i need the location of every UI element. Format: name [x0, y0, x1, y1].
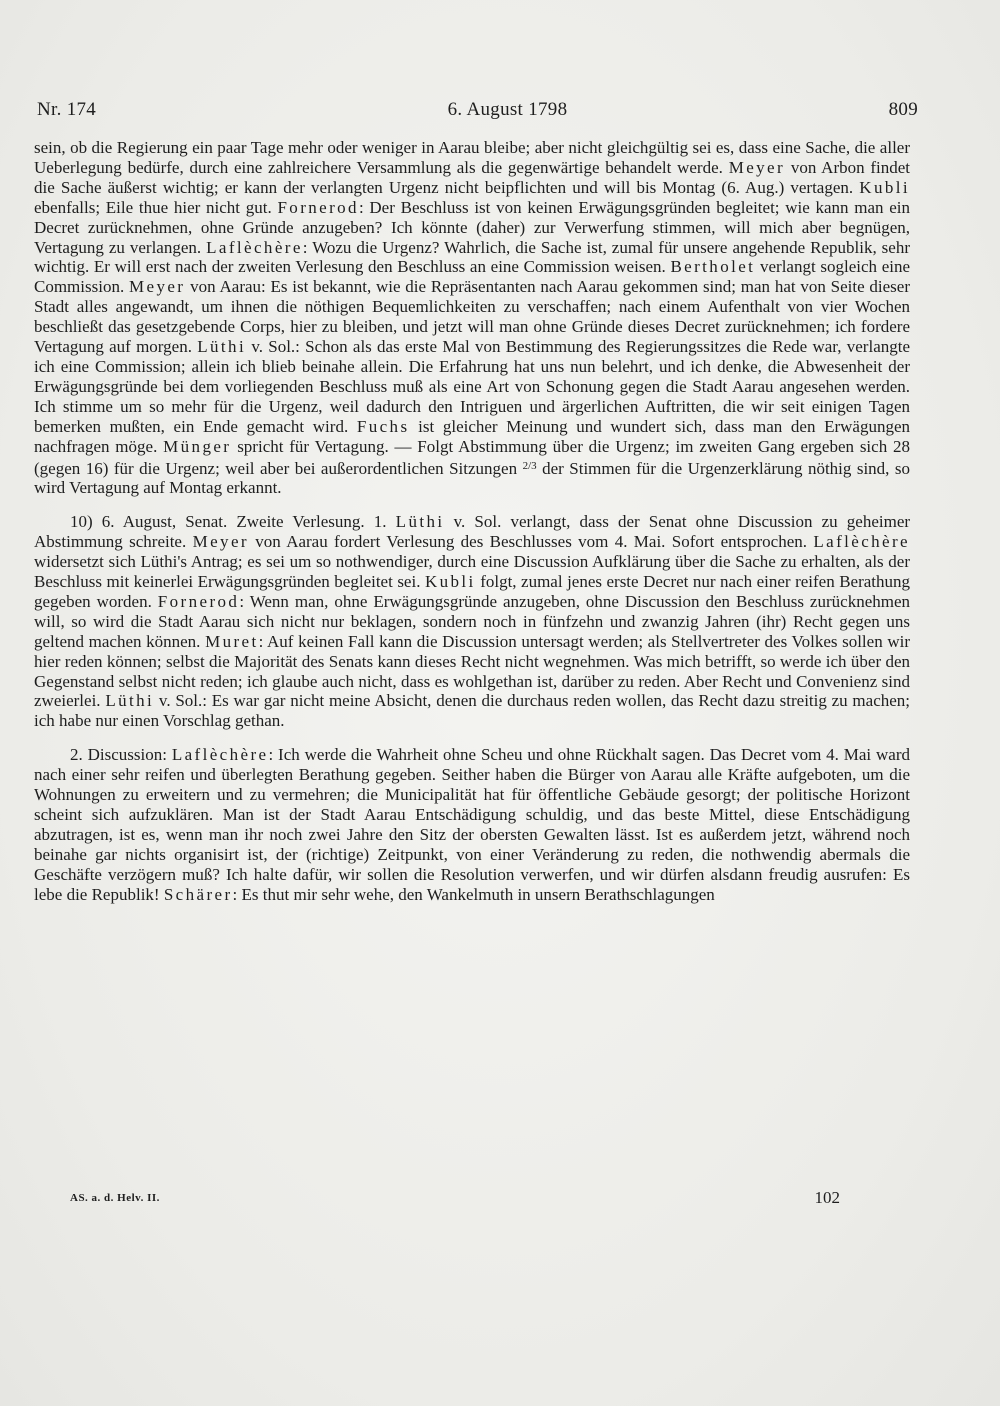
paragraph: sein, ob die Regierung ein paar Tage mehr oder weniger in Aarau bleibe; aber nicht gleichgültig sei es, dass eine Sache, die aller Ueberlegung bedürfe, durch eine zahlreichere Versammlung als die gegenwärtige behandelt werde. Meyer von Arbon findet die Sache äußerst wichtig; er kann der verlangten Urgenz nicht beipflichten und will bis Montag (6. Aug.) vertagen. Kubli ebenfalls; Eile thue hier nicht gut. Fornerod: Der Beschluss ist von keinen Erwägungsgründen begleitet; wie kann man ein Decret zurücknehmen, ohne Gründe anzugeben? Ich könnte (daher) zur Verwerfung stimmen, will mich aber begnügen, Vertagung zu verlangen. Laflèchère: Wozu die Urgenz? Wahrlich, die Sache ist, zumal für unsere angehende Republik, sehr wichtig. Er will erst nach der zweiten Verlesung den Beschluss an eine Commission weisen. Bertholet verlangt sogleich eine Commission. Meyer von Aarau: Es ist bekannt, wie die Repräsentanten nach Aarau gekommen sind; man hat von Seite dieser Stadt alles angewandt, um ihnen die nöthigen Bequemlichkeiten zu verschaffen; nach einem Aufenthalt von vier Wochen beschließt das gesetzgebende Corps, hier zu bleiben, und jetzt will man ohne Gründe dieses Decret zurücknehmen; ich fordere Vertagung auf morgen. Lüthi v. Sol.: Schon als das erste Mal von Bestimmung des Regierungssitzes die Rede war, verlangte ich eine Commission; allein ich blieb beinahe allein. Die Erfahrung hat uns nun belehrt, und ich denke, die Abwesenheit der Erwägungsgründe bei dem vorliegenden Beschluss muß als eine Art von Schonung gegen die Stadt Aarau angesehen werden. Ich stimme um so mehr für die Urgenz, weil dadurch den Intriguen und ärgerlichen Auftritten, die wir seit einigen Tagen bemerken mußten, ein Ende gemacht wird. Fuchs ist gleicher Meinung und wundert sich, dass man den Erwägungen nachfragen möge. Münger spricht für Vertagung. — Folgt Abstimmung über die Urgenz; im zweiten Gang ergeben sich 28 (gegen 16) für die Urgenz; weil aber bei außerordentlichen Sitzungen $^{2/3}$ der Stimmen für die Urgenzerklärung nöthig sind, so wird Vertagung auf Montag erkannt. — [34, 138, 911, 498]
sheet-number: 102 — [814, 1188, 840, 1207]
speaker-name: Lüthi — [197, 337, 247, 357]
speaker-name: Kubli — [424, 572, 476, 592]
speaker-name: Muret — [205, 631, 259, 651]
speaker-name: Kubli — [859, 177, 911, 197]
signature-mark: AS. a. d. Helv. II. — [70, 1192, 160, 1204]
speaker-name: Bertholet — [670, 257, 756, 277]
speaker-name: Lüthi — [105, 691, 155, 711]
speaker-name: Schärer — [163, 884, 233, 904]
speaker-name: Laflèchère — [206, 237, 303, 257]
speaker-name: Fuchs — [356, 416, 410, 436]
speaker-name: Fornerod — [277, 197, 359, 217]
header-date: 6. August 1798 — [447, 99, 568, 120]
speaker-name: Laflèchère — [171, 745, 269, 765]
document-number: Nr. 174 — [37, 99, 97, 120]
speaker-name: Münger — [163, 436, 232, 456]
paragraph: 10) 6. August, Senat. Zweite Verlesung. 1. Lüthi v. Sol. verlangt, dass der Senat ohne Discussion zu geheimer Abstimmung schreite. Meyer von Aarau fordert Verlesung des Beschlusses vom 4. Mai. Sofort entsprochen. Laflèchère widersetzt sich Lüthi's Antrag; es sei um so nothwendiger, durch eine Discussion Aufklärung über die Sache zu erhalten, als der Beschluss mit keinerlei Erwägungsgründen begleitet sei. Kubli folgt, zumal jenes erste Decret nur nach einer reifen Berathung gegeben worden. Fornerod: Wenn man, ohne Erwägungsgründe anzugeben, ohne Discussion den Beschluss zurücknehmen will, so wird die Stadt Aarau sich nicht nur beklagen, sondern noch in fünfzehn und zwanzig Jahren (ihr) Recht gegen uns geltend machen können. Muret: Auf keinen Fall kann die Discussion untersagt werden; als Stellvertreter des Volkes sollen wir hier reden können; selbst die Majorität des Senats kann dieses Recht nicht wegnehmen. Was mich betrifft, so werde ich über den Gegenstand selbst nicht reden; ich glaube auch nicht, dass es wohlgethan ist, darüber zu reden. Aber Recht und Convenienz sind zweierlei. Lüthi v. Sol.: Es war gar nicht meine Absicht, denen die durchaus reden wollen, das Recht dazu streitig zu machen; ich habe nur einen Vorschlag gethan. — [34, 512, 911, 731]
speaker-name: Meyer — [129, 277, 186, 297]
speaker-name: Lüthi — [395, 512, 445, 532]
running-header — [37, 99, 918, 125]
page-footer — [70, 1188, 840, 1212]
paragraph: 2. Discussion: Laflèchère: Ich werde die Wahrheit ohne Scheu und ohne Rückhalt sagen. Das Decret vom 4. Mai ward nach einer sehr reifen und überlegten Berathung gegeben. Seither haben die Bürger von Aarau alle Kräfte aufgeboten, um die Wohnungen zu erweitern und zu vermehren; die Municipalität hat für öffentliche Gebäude gesorgt; der politische Horizont scheint sich aufzuklären. Man ist der Stadt Aarau Entschädigung schuldig, und das beste Mittel, diese Entschädigung abzutragen, ist es, wenn man ihr noch zwei Jahre den Sitz der obersten Gewalten lässt. Ist es außerdem jetzt, während noch beinahe gar nichts organisirt ist, der (richtige) Zeitpunkt, von einer Veränderung zu reden, die nothwendig abermals die Geschäfte verzögern muß? Ich halte dafür, wir sollen die Resolution verwerfen, und wir dürfen alsdann freudig ausrufen: Es lebe die Republik! Schärer: Es thut mir sehr wehe, den Wankelmuth in unsern Berathschlagungen — [34, 745, 910, 904]
fraction: 2/3 — [522, 459, 537, 472]
speaker-name: Meyer — [728, 157, 786, 177]
page-number: 809 — [888, 99, 918, 120]
speaker-name: Fornerod — [157, 591, 240, 611]
speaker-name: Laflèchère — [813, 532, 911, 552]
speaker-name: Meyer — [192, 532, 249, 552]
body-text — [34, 138, 910, 905]
